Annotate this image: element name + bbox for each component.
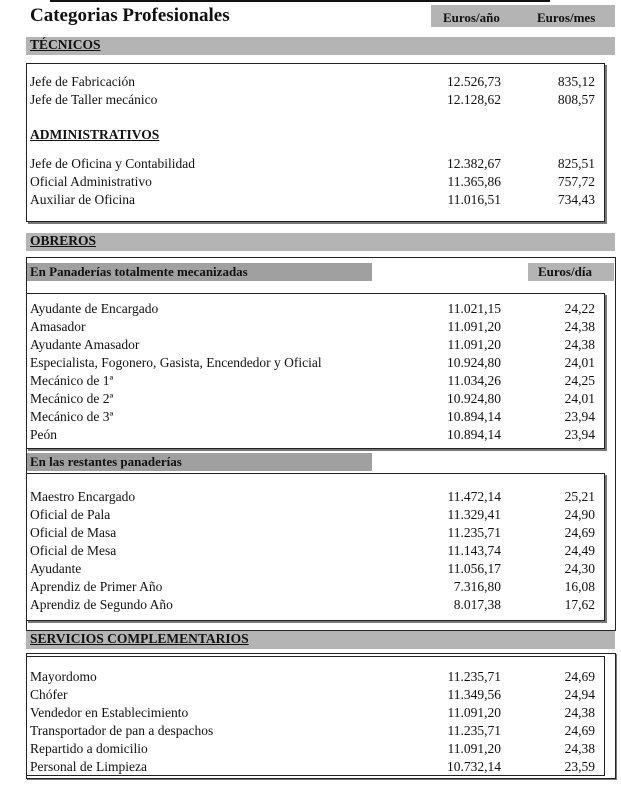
- section-bar-obreros: [26, 233, 615, 251]
- section-title-tecnicos: TÉCNICOS: [30, 37, 101, 52]
- table-row: Ayudante de Encargado 11.021,15 24,22: [30, 301, 595, 316]
- table-row: Maestro Encargado 11.472,14 25,21: [30, 489, 595, 504]
- table-row: Oficial de Pala 11.329,41 24,90: [30, 507, 595, 522]
- section-title-administrativos: ADMINISTRATIVOS: [30, 127, 160, 142]
- subsection-title-mecanizadas: En Panaderías totalmente mecanizadas: [30, 264, 248, 279]
- table-row: Ayudante Amasador 11.091,20 24,38: [30, 337, 595, 352]
- table-row: Transportador de pan a despachos 11.235,71 24,69: [30, 723, 595, 738]
- table-row: Jefe de Oficina y Contabilidad 12.382,67 825,51: [30, 156, 595, 171]
- table-row: Peón 10.894,14 23,94: [30, 427, 595, 442]
- table-row: Repartido a domicilio 11.091,20 24,38: [30, 741, 595, 756]
- section-bar-tecnicos: [26, 37, 615, 55]
- table-row: Jefe de Taller mecánico 12.128,62 808,57: [30, 92, 595, 107]
- table-row: Oficial de Masa 11.235,71 24,69: [30, 525, 595, 540]
- section-title-obreros: OBREROS: [30, 233, 97, 248]
- table-row: Jefe de Fabricación 12.526,73 835,12: [30, 74, 595, 89]
- table-row: Especialista, Fogonero, Gasista, Encendedor y Oficial 10.924,80 24,01: [30, 355, 595, 370]
- section-title-servicios: SERVICIOS COMPLEMENTARIOS: [30, 631, 249, 646]
- table-row: Chófer 11.349,56 24,94: [30, 687, 595, 702]
- table-row: Auxiliar de Oficina 11.016,51 734,43: [30, 192, 595, 207]
- table-row: Aprendiz de Primer Año 7.316,80 16,08: [30, 579, 595, 594]
- subsection-title-restantes: En las restantes panaderías: [30, 454, 182, 469]
- table-row: Mecánico de 1ª 11.034,26 24,25: [30, 373, 595, 388]
- table-row: Aprendiz de Segundo Año 8.017,38 17,62: [30, 597, 595, 612]
- column-header-day: Euros/día: [538, 264, 592, 279]
- page-title: Categorias Profesionales: [30, 5, 230, 26]
- table-row: Amasador 11.091,20 24,38: [30, 319, 595, 334]
- table-row: Personal de Limpieza 10.732,14 23,59: [30, 759, 595, 774]
- table-row: Oficial Administrativo 11.365,86 757,72: [30, 174, 595, 189]
- table-row: Vendedor en Establecimiento 11.091,20 24,38: [30, 705, 595, 720]
- table-row: Mecánico de 2ª 10.924,80 24,01: [30, 391, 595, 406]
- table-row: Mayordomo 11.235,71 24,69: [30, 669, 595, 684]
- table-row: Ayudante 11.056,17 24,30: [30, 561, 595, 576]
- table-row: Oficial de Mesa 11.143,74 24,49: [30, 543, 595, 558]
- table-row: Mecánico de 3ª 10.894,14 23,94: [30, 409, 595, 424]
- column-header-year: Euros/año: [443, 10, 500, 25]
- column-header-month: Euros/mes: [537, 10, 596, 25]
- top-rule: [50, 0, 550, 2]
